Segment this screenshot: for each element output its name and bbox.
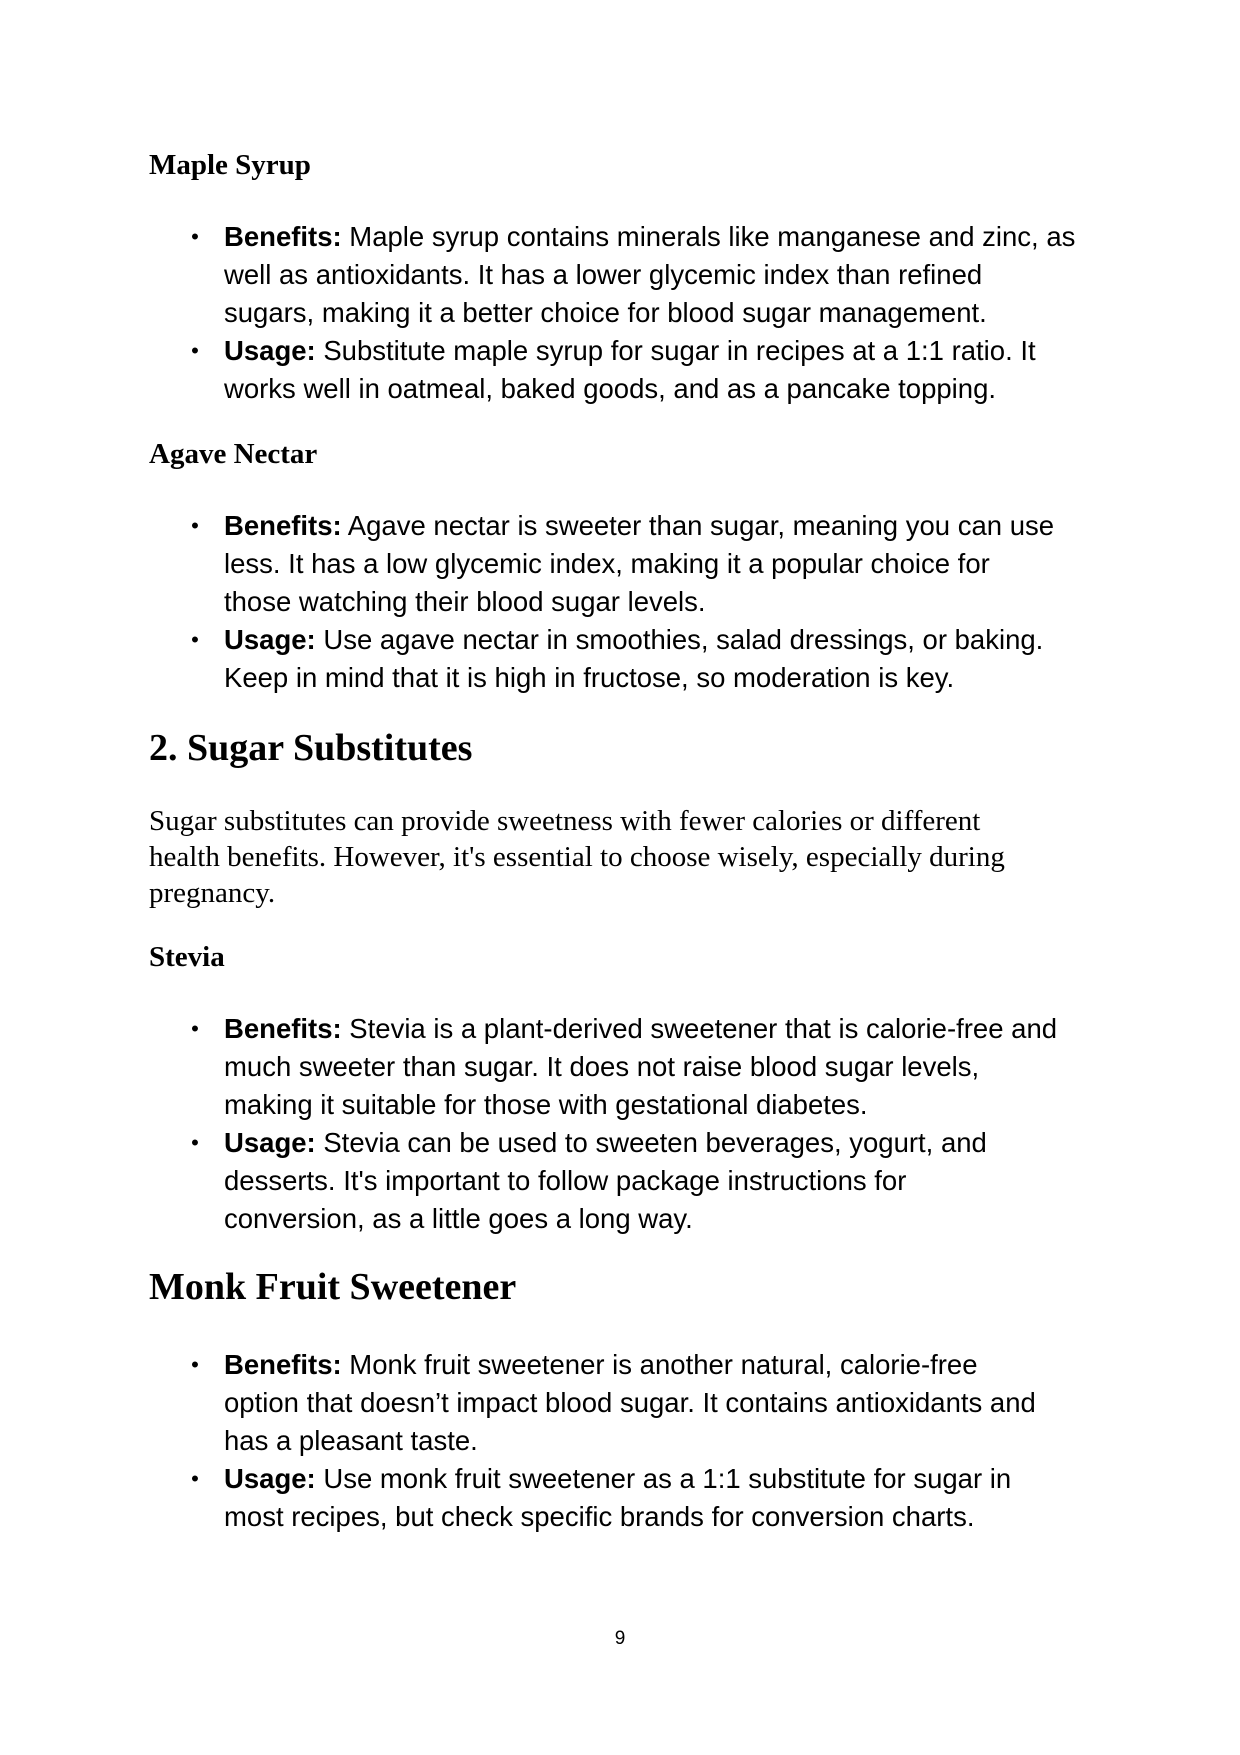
bullet-icon: •	[191, 1466, 199, 1491]
usage-label: Usage:	[224, 1463, 316, 1494]
benefits-label: Benefits:	[224, 510, 342, 541]
list-item: • Benefits: Agave nectar is sweeter than sugar, meaning you can use less. It has a low glycemic index, making it a popular choice for those watching their blood sugar levels.	[0, 507, 1240, 621]
list-item: • Usage: Stevia can be used to sweeten beverages, yogurt, and desserts. It's important to follow package instructions for conversion, as a little goes a long way.	[0, 1124, 1240, 1238]
bullet-icon: •	[191, 1130, 199, 1155]
sugar-substitutes-intro: Sugar substitutes can provide sweetness with fewer calories or different health benefits. However, it's essential to choose wisely, especially during pregnancy.	[149, 805, 1005, 909]
list-item: • Usage: Use agave nectar in smoothies, salad dressings, or baking. Keep in mind that it is high in fructose, so moderation is key.	[0, 621, 1240, 697]
bullet-icon: •	[191, 224, 199, 249]
maple-syrup-heading: Maple Syrup	[149, 149, 311, 181]
bullet-icon: •	[191, 338, 199, 363]
list-item: • Benefits: Monk fruit sweetener is another natural, calorie-free option that doesn’t impact blood sugar. It contains antioxidants and has a pleasant taste.	[0, 1346, 1240, 1460]
stevia-heading: Stevia	[149, 941, 225, 973]
list-item: • Benefits: Stevia is a plant-derived sweetener that is calorie-free and much sweeter than sugar. It does not raise blood sugar levels, making it suitable for those with gestational diabetes.	[0, 1010, 1240, 1124]
list-item: • Usage: Substitute maple syrup for sugar in recipes at a 1:1 ratio. It works well in oatmeal, baked goods, and as a pancake topping.	[0, 332, 1240, 408]
agave-nectar-list	[0, 507, 1240, 697]
benefits-label: Benefits:	[224, 1013, 342, 1044]
agave-nectar-heading: Agave Nectar	[149, 438, 318, 470]
bullet-icon: •	[191, 513, 199, 538]
benefits-label: Benefits:	[224, 1349, 342, 1380]
sugar-substitutes-heading: 2. Sugar Substitutes	[149, 727, 473, 769]
monk-fruit-heading: Monk Fruit Sweetener	[149, 1266, 517, 1308]
bullet-icon: •	[191, 627, 199, 652]
bullet-icon: •	[191, 1016, 199, 1041]
bullet-icon: •	[191, 1352, 199, 1377]
stevia-list	[0, 1010, 1240, 1238]
list-item: • Benefits: Maple syrup contains minerals like manganese and zinc, as well as antioxidants. It has a lower glycemic index than refined sugars, making it a better choice for blood sugar management.	[0, 218, 1240, 332]
usage-label: Usage:	[224, 1127, 316, 1158]
list-item: • Usage: Use monk fruit sweetener as a 1:1 substitute for sugar in most recipes, but check specific brands for conversion charts.	[0, 1460, 1240, 1536]
benefits-label: Benefits:	[224, 221, 342, 252]
page-number: 9	[614, 1628, 626, 1649]
usage-label: Usage:	[224, 335, 316, 366]
monk-fruit-list	[0, 1346, 1240, 1536]
maple-syrup-list	[0, 218, 1240, 408]
usage-label: Usage:	[224, 624, 316, 655]
